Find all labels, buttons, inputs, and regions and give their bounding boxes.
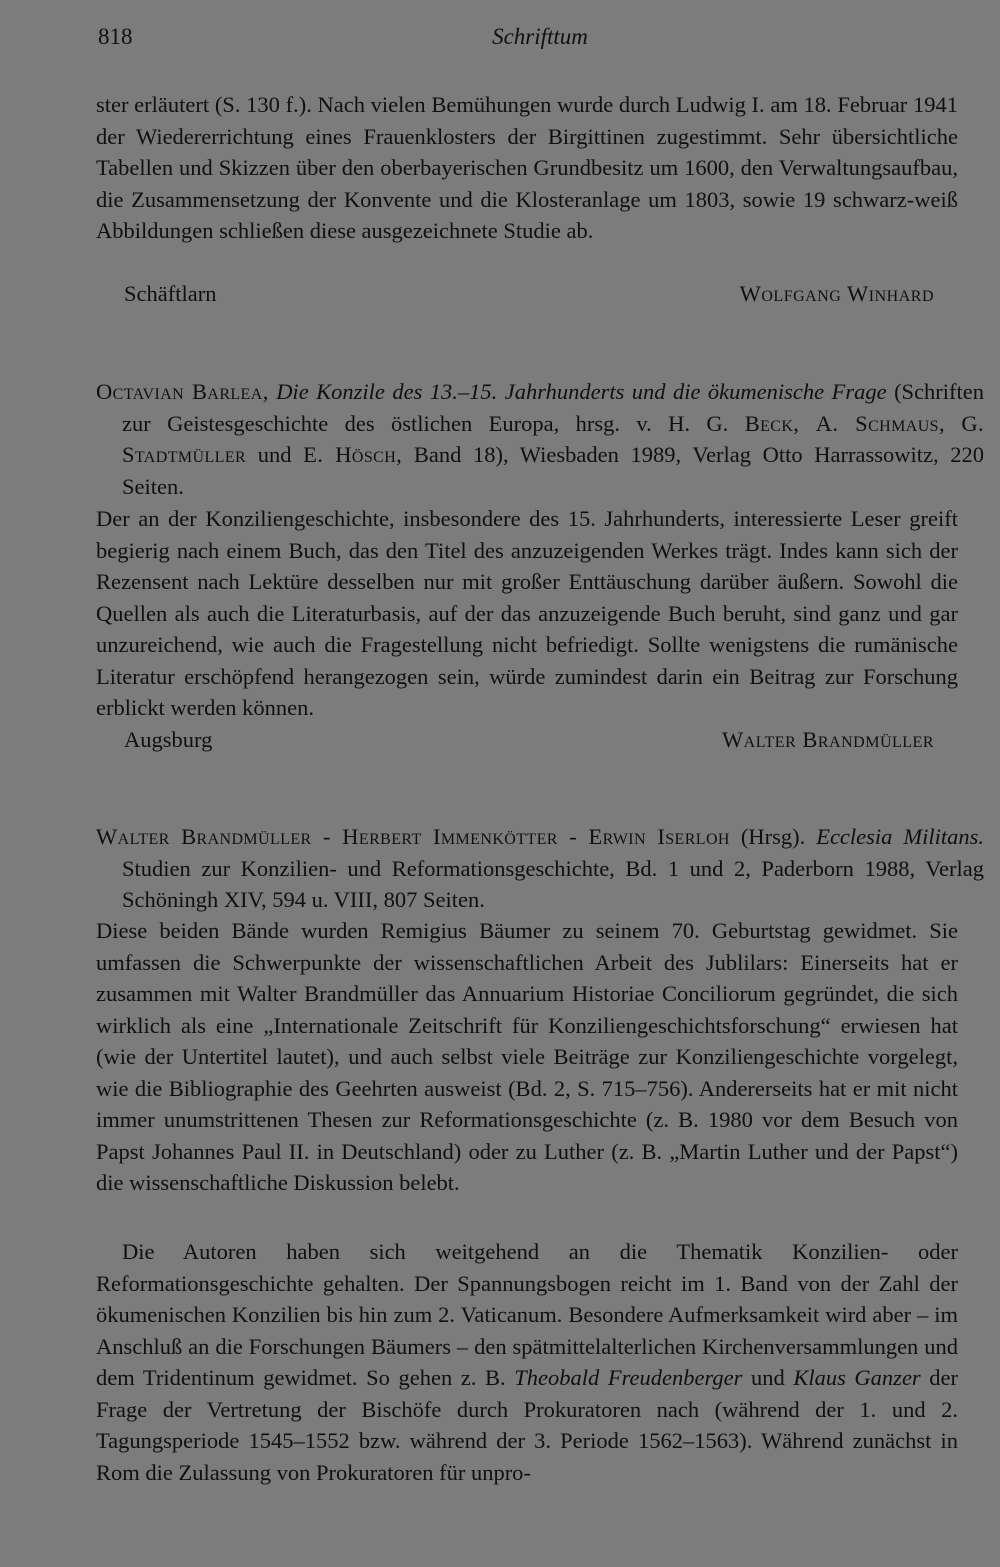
review1-reviewer: Wolfgang Winhard	[739, 281, 934, 306]
review2-editor: E. Hösch,	[303, 442, 403, 467]
review3-contributor: Klaus Ganzer	[793, 1365, 921, 1390]
review3-paragraph-1: Diese beiden Bände wurden Remigius Bäumer zu seinem 70. Geburtstag gewidmet. Sie umfassen die Schwerpunkte der wissenschaftlichen Arbeit des Jublilars: Einerseits hat er zusammen mit Walter Brandmüller das Annuarium Historiae Conciliorum gegründet, die sich wirklich als eine „Internationale Zeitschrift für Konziliengeschichtsforschung“ erwiesen hat (wie der Untertitel lautet), und auch selbst viele Beiträge zur Konziliengeschichte vorgelegt, wie die Bibliographie des Geehrten ausweist (Bd. 2, S. 715–756). Andererseits hat er mit nicht immer unumstrittenen Thesen zur Reformationsgeschichte (z. B. 1980 vor dem Besuch von Papst Johannes Paul II. in Deutschland) oder zu Luther (z. B. „Martin Luther und der Papst“) die wissenschaftliche Diskussion belebt.	[96, 918, 958, 1195]
review2-reviewer: Walter Brandmüller	[721, 727, 934, 752]
review3-para2-end: der Frage der Vertretung der Bischöfe durch Prokuratoren nach (während der 1. und 2. Tagungsperiode 1545–1552 bzw. während der 3. Periode 1562–1563). Während zunächst in Rom die Zulassung von Prokuratoren für unpro-	[96, 1365, 959, 1485]
review3-authors: Walter Brandmüller - Herbert Immenkötter - Erwin Iserloh	[96, 824, 730, 849]
review3-para2-start: Die Autoren haben sich weitgehend an die Thematik Konzilien- oder Reformationsgeschichte gehalten. Der Spannungsbogen reicht im 1. Band von der Zahl der ökumenischen Konzilien bis hin zum 2. Vaticanum. Besondere Aufmerksamkeit wird aber – im Anschluß an die Forschungen Bäumers – den spätmittelalterlichen Kirchenversammlungen und dem Tridentinum gewidmet. So gehen z. B.	[96, 1239, 958, 1390]
review2-citation	[96, 376, 984, 502]
running-title: Schrifttum	[492, 24, 588, 49]
review2-publication: Band 18), Wiesbaden 1989, Verlag Otto Harrassowitz, 220 Seiten.	[122, 442, 984, 499]
review2-place: Augsburg	[124, 727, 213, 752]
review2-editor: Beck,	[744, 410, 800, 436]
review3-paragraph-2	[96, 1236, 958, 1488]
review1-text: ster erläutert (S. 130 f.). Nach vielen Bemühungen wurde durch Ludwig I. am 18. Februar 1941 der Wiedererrichtung eines Frauenklosters der Birgittinen zugestimmt. Sehr übersichtliche Tabellen und Skizzen über den oberbayerischen Grundbesitz um 1600, den Verwaltungsaufbau, die Zusammensetzung der Konvente und die Klosteranlage um 1803, sowie 19 schwarz-weiß Abbildungen schließen diese ausgezeichnete Studie ab.	[96, 92, 958, 243]
review2-title: Die Konzile des 13.–15. Jahrhunderts und die ökumenische Frage	[276, 379, 887, 404]
review3-details: Studien zur Konzilien- und Reformationsgeschichte, Bd. 1 und 2, Paderborn 1988, Verlag Schöningh XIV, 594 u. VIII, 807 Seiten.	[122, 855, 984, 912]
review3-citation	[96, 821, 984, 916]
review2-author: Octavian Barlea,	[96, 379, 269, 404]
review3-conjunction: und	[750, 1365, 785, 1390]
review3-title: Ecclesia Militans.	[816, 824, 985, 849]
page-number: 818	[98, 24, 133, 49]
review2-editor: G. Stadtmüller	[122, 410, 985, 467]
review2-series: (Schriften zur Geistesgeschichte des östlichen Europa, hrsg. v. H. G.	[122, 379, 985, 436]
review1-place: Schäftlarn	[124, 281, 217, 306]
review2-conjunction: und	[257, 442, 292, 467]
review1-signature	[124, 281, 934, 313]
review2-signature	[124, 727, 934, 759]
review2-editor: A. Schmaus,	[815, 410, 945, 436]
review3-contributor: Theobald Freudenberger	[514, 1365, 743, 1390]
review3-hrsg: (Hrsg).	[740, 824, 806, 849]
review2-body: Der an der Konziliengeschichte, insbesondere des 15. Jahrhunderts, interessierte Leser greift begierig nach einem Buch, das den Titel des anzuzeigenden Werkes trägt. Indes kann sich der Rezensent nach Lektüre desselben nur mit großer Enttäuschung darüber äußern. Sowohl die Quellen als auch die Literaturbasis, auf der das anzuzeigende Buch beruht, sind ganz und gar unzureichend, wie auch die Fragestellung nicht befriedigt. Sollte wenigstens die rumänische Literatur erschöpfend herangezogen sein, würde zumindest darin ein Beitrag zur Forschung erblickt werden können.	[96, 506, 958, 720]
